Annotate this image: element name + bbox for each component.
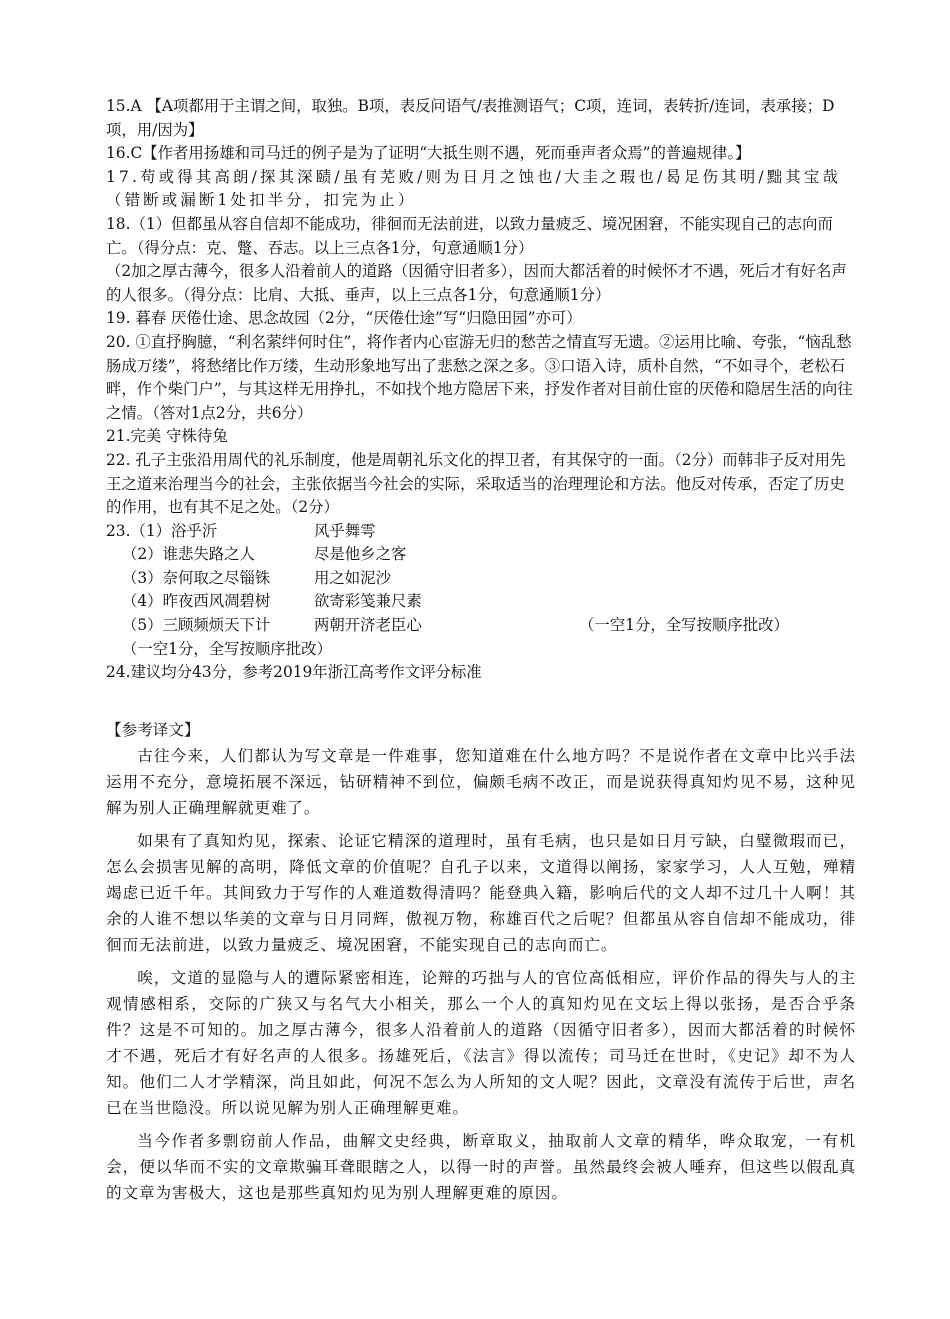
answer-23-blank-b: 两朝开济老臣心: [314, 616, 422, 635]
translation-paragraph: 如果有了真知灼见，探索、论证它精深的道理时，虽有毛病，也只是如日月亏缺，白璧微瑕而已，怎么会损害见解的高明，降低文章的价值呢？自孔子以来，文道得以阐扬，家家学习，人人互勉，殚精竭虑已近千年。其间致力于写作的人难道数得清吗？能登典入籍，影响后代的文人却不过几十人啊！其余的人谁不想以华美的文章与日月同辉，傲视万物，称雄百代之后呢？但都虽从容自信却不能成功，徘徊而无法前进，以致力量疲乏、境况困窘，不能实现自己的志向而亡。: [106, 832, 856, 954]
answer-23-row: [106, 520, 856, 544]
answer-23-row: [106, 543, 856, 567]
answer-key: [106, 95, 856, 685]
answer-23-blank-a: （2）谁悲失路之人: [122, 545, 255, 564]
answer-20: 20. ①直抒胸臆，“利名萦绊何时住”，将作者内心宦游无归的愁苦之情直写无遗。②运用比喻、夸张，“恼乱愁肠成万缕”，将愁绪比作万缕，生动形象地写出了悲愁之深之多。③口语入诗，质朴自然，“不如寻个，老松石畔，作个柴门户”，与其这样无用挣扎，不如找个地方隐居下来，抒发作者对目前仕宦的厌倦和隐居生活的向往之情。（答对1点2分，共6分）: [106, 332, 853, 422]
answer-18-part-1: 18.（1）但都虽从容自信却不能成功，徘徊而无法前进，以致力量疲乏、境况困窘，不能实现自己的志向而亡。（得分点：克、蹩、吞志。以上三点各1分，句意通顺1分）: [106, 214, 833, 257]
translation-paragraph: 唉，文道的显隐与人的遭际紧密相连，论辩的巧拙与人的官位高低相应，评价作品的得失与人的主观情感相系，交际的广狭又与名气大小相关，那么一个人的真知灼见在文坛上得以张扬，是否合乎条件？这是不可知的。加之厚古薄今，很多人沿着前人的道路（因循守旧者多），因而大都活着的时候怀才不遇，死后才有好名声的人很多。扬雄死后，《法言》得以流传；司马迁在世时，《史记》却不为人知。他们二人才学精深，尚且如此，何况不怎么为人所知的文人呢？因此，文章没有流传于后世，声名已在当世隐没。所以说见解为别人正确理解更难。: [106, 969, 856, 1117]
answer-22: 22. 孔子主张沿用周代的礼乐制度，他是周朝礼乐文化的捍卫者，有其保守的一面。（2分）而韩非子反对用先王之道来治理当今的社会，主张依据当今社会的实际，采取适当的治理理论和方法。他反对传承，否定了历史的作用，也有其不足之处。（2分）: [106, 450, 846, 517]
answer-23-blank-a: （5）三顾频烦天下计: [122, 616, 271, 635]
answer-23-row: [106, 567, 856, 591]
translation-heading: 【参考译文】: [106, 721, 200, 739]
translation-paragraph: 当今作者多剽窃前人作品，曲解文史经典，断章取义，抽取前人文章的精华，哗众取宠，一有机会，便以华而不实的文章欺骗耳聋眼瞎之人，以得一时的声誉。虽然最终会被人唾弃，但这些以假乱真的文章为害极大，这也是那些真知灼见为别人理解更难的原因。: [106, 1132, 856, 1202]
answer-18-part-2: （2加之厚古薄今，很多人沿着前人的道路（因循守旧者多），因而大都活着的时候怀才不遇，死后才有好名声的人很多。（得分点：比肩、大抵、垂声，以上三点各1分，句意通顺1分）: [106, 262, 847, 304]
answer-23-row: [106, 590, 856, 614]
reference-translation: [106, 717, 856, 1206]
answer-23-blank-a: （3）奈何取之尽锱铢: [122, 568, 271, 587]
answer-23-row: [106, 614, 856, 638]
answer-23-blank-a: 23.（1）浴乎沂: [106, 521, 218, 540]
answer-24: 24.建议均分43分，参考2019年浙江高考作文评分标准: [106, 663, 482, 682]
answer-23-blank-b: 风乎舞雩: [314, 521, 376, 540]
answer-23-scoring-note: （一空1分，全写按顺序批改）: [122, 639, 332, 658]
answer-15: 15.A 【A项都用于主谓之间，取独。B项，表反问语气/表推测语气；C项，连词，表转折/连词，表承接；D项，用/因为】: [106, 97, 835, 139]
answer-17: 17.苟或得其高朗/探其深赜/虽有芜败/则为日月之蚀也/大圭之瑕也/曷足伤其明/黜其宝哉 （错断或漏断1处扣半分，扣完为止）: [106, 167, 842, 210]
answer-19: 19. 暮春 厌倦仕途、思念故园（2分，“厌倦仕途”写“归隐田园”亦可）: [106, 309, 582, 328]
answer-23-blank-b: 欲寄彩笺兼尺素: [314, 592, 422, 611]
translation-paragraph: 古往今来，人们都认为写文章是一件难事，您知道难在什么地方吗？不是说作者在文章中比兴手法运用不充分，意境拓展不深远，钻研精神不到位，偏颇毛病不改正，而是说获得真知灼见不易，这种见解为别人正确理解就更难了。: [106, 747, 856, 817]
answer-23: [106, 520, 856, 662]
answer-16: 16.C【作者用扬雄和司马迁的例子是为了证明“大抵生则不遇，死而垂声者众焉”的普遍规律。】: [106, 144, 751, 163]
answer-23-scoring-note-inline: （一空1分，全写按顺序批改）: [579, 616, 789, 635]
answer-23-blank-b: 尽是他乡之客: [314, 545, 407, 564]
answer-23-blank-a: （4）昨夜西风凋碧树: [122, 592, 271, 611]
answer-23-blank-b: 用之如泥沙: [314, 568, 391, 587]
answer-23-scoring-note-row: [106, 638, 856, 662]
answer-21: 21.完美 守株待兔: [106, 427, 228, 446]
